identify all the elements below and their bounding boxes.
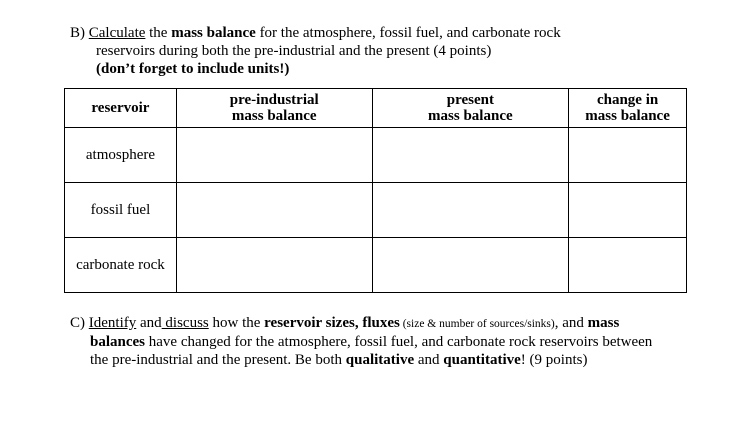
- question-c-line2: balances have changed for the atmosphere, fossil fuel, and carbonate rock reservoirs between: [90, 334, 653, 350]
- header-present: present mass balance: [372, 89, 569, 128]
- answer-cell-change-fossil-fuel[interactable]: [569, 183, 687, 238]
- question-b: [70, 24, 690, 78]
- row-label-carbonate-rock: carbonate rock: [65, 238, 177, 293]
- question-b-text2: for the atmosphere, fossil fuel, and carbonate rock: [255, 25, 561, 41]
- header-reservoir: reservoir: [65, 89, 177, 128]
- row-label-fossil-fuel: fossil fuel: [65, 183, 177, 238]
- question-b-text1: the: [145, 25, 172, 41]
- answer-cell-present-fossil-fuel[interactable]: [372, 183, 569, 238]
- question-c: [70, 314, 700, 369]
- header-pre-industrial: pre-industrial mass balance: [176, 89, 372, 128]
- question-c-line3: the pre-industrial and the present. Be both qualitative and quantitative! (9 points): [90, 352, 588, 368]
- header-change: change in mass balance: [569, 89, 687, 128]
- question-c-verb-identify: Identify: [88, 315, 137, 331]
- table-row: [65, 183, 687, 238]
- question-b-units-note: (don’t forget to include units!): [96, 61, 290, 77]
- mass-balance-table: [64, 88, 687, 293]
- answer-cell-pre-industrial-atmosphere[interactable]: [176, 128, 372, 183]
- table-row: [65, 238, 687, 293]
- answer-cell-change-atmosphere[interactable]: [569, 128, 687, 183]
- question-c-verb-discuss: discuss: [161, 315, 209, 331]
- question-b-verb: Calculate: [88, 25, 146, 41]
- question-c-line1: C) Identify and discuss how the reservoir sizes, fluxes (size & number of sources/sinks), and mass: [70, 315, 620, 331]
- answer-cell-present-carbonate-rock[interactable]: [372, 238, 569, 293]
- question-b-bold1: mass balance: [171, 25, 256, 41]
- table-row: [65, 128, 687, 183]
- answer-cell-pre-industrial-carbonate-rock[interactable]: [176, 238, 372, 293]
- answer-cell-pre-industrial-fossil-fuel[interactable]: [176, 183, 372, 238]
- question-b-line2: reservoirs during both the pre-industrial and the present (4 points): [96, 43, 492, 59]
- row-label-atmosphere: atmosphere: [65, 128, 177, 183]
- answer-cell-present-atmosphere[interactable]: [372, 128, 569, 183]
- table-header-row: [65, 89, 687, 128]
- question-b-line1: [70, 24, 690, 42]
- question-b-prefix: B): [70, 25, 89, 41]
- answer-cell-change-carbonate-rock[interactable]: [569, 238, 687, 293]
